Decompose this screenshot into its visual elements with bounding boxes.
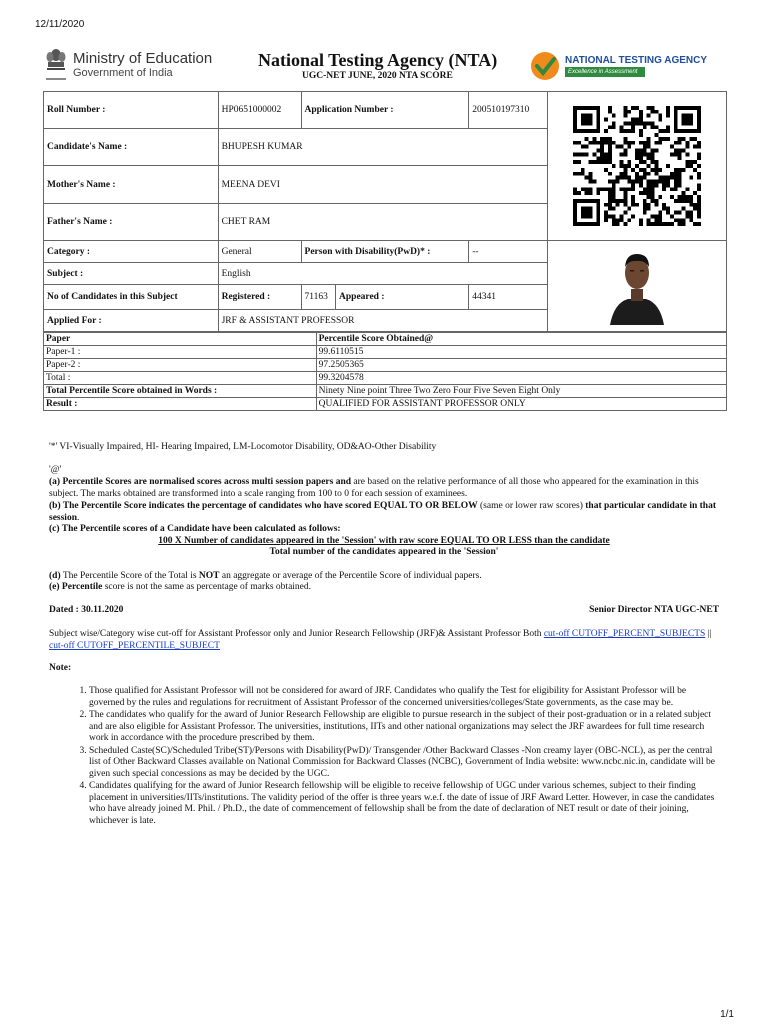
subject-value: English [218, 263, 548, 285]
signatory: Senior Director NTA UGC-NET [589, 605, 719, 615]
candidate-name-label: Candidate's Name : [44, 129, 219, 166]
note-item: 2. The candidates who qualify for the award of Junior Research Fellowship are eligible to pursue research in the subject of their post-graduation or in a related subject and are also eligible for Assistant Professor. The universities, institutions, IITs and other national organizations may select the JRF awardees for full time research work in accordance with the procedure prescribed by them. [89, 710, 719, 745]
roll-number-label: Roll Number : [44, 92, 219, 129]
note-e-prefix: (e) Percentile [49, 582, 103, 592]
cutoff-description: Subject wise/Category wise cut-off for Assistant Professor only and Junior Research Fellowship (JRF)& Assistant Professor Both [49, 629, 544, 639]
paper2-label: Paper-2 : [44, 359, 317, 372]
formula-numerator: 100 X Number of candidates appeared in the 'Session' with raw score EQUAL TO OR LESS than the candidate [158, 536, 610, 546]
cutoff-text [49, 629, 719, 652]
print-date: 12/11/2020 [35, 19, 85, 30]
paper1-label: Paper-1 : [44, 346, 317, 359]
paper-header: Paper [44, 333, 317, 346]
pwd-label: Person with Disability(PwD)* : [301, 241, 469, 263]
result-value: QUALIFIED FOR ASSISTANT PROFESSOR ONLY [316, 398, 726, 411]
total-label: Total : [44, 372, 317, 385]
mother-name-value: MEENA DEVI [218, 166, 548, 204]
pwd-footnote: '*' VI-Visually Impaired, HI- Hearing Impaired, LM-Locomotor Disability, OD&AO-Other Disability [49, 442, 437, 452]
qr-cell [548, 92, 727, 241]
score-words-label: Total Percentile Score obtained in Words : [44, 385, 317, 398]
nta-logo-name: NATIONAL TESTING AGENCY [565, 55, 708, 66]
national-emblem-icon [44, 46, 68, 86]
note-d [49, 571, 719, 583]
dated: Dated : 30.11.2020 [49, 605, 124, 615]
appeared-label: Appeared : [339, 292, 385, 302]
qr-code-icon [573, 106, 701, 226]
category-value: General [218, 241, 301, 263]
note-item: 4. Candidates qualifying for the award of Junior Research fellowship will be eligible to receive fellowship of UGC under various schemes, subject to their finding placement in universities/IITs/institutions. The validity period of the offer is three years w.e.f. the date of issue of JRF Award Letter. However, in case the candidates who have already joined M. Phil. / Ph.D., the date of commencement of fellowship shall be from the date of declaration of NET result or date of their joining, whichever is late. [89, 781, 719, 827]
pwd-value: -- [469, 241, 548, 263]
total-score: 99.3204578 [316, 372, 726, 385]
paper2-score: 97.2505365 [316, 359, 726, 372]
score-table [43, 332, 727, 411]
note-e-text: score is not the same as percentage of marks obtained. [102, 582, 312, 592]
note-d-not: NOT [198, 571, 220, 581]
mother-name-label: Mother's Name : [44, 166, 219, 204]
note-d-rest: an aggregate or average of the Percentile Score of individual papers. [219, 571, 482, 581]
note-b [49, 501, 719, 524]
applied-for-value: JRF & ASSISTANT PROFESSOR [218, 310, 548, 332]
note-b-mid: (same or lower raw scores) [477, 501, 586, 511]
application-number-value: 200510197310 [469, 92, 548, 129]
photo-cell [548, 241, 727, 332]
candidate-photo [606, 245, 668, 325]
note-d-prefix: (d) [49, 571, 61, 581]
appeared-value: 44341 [469, 285, 548, 310]
cutoff-separator: || [705, 629, 712, 639]
note-heading: Note: [49, 663, 72, 673]
note-b-bold2: that particular candidate in that session [49, 501, 716, 523]
ministry-title: Ministry of Education [73, 50, 213, 67]
note-a-bold: (a) Percentile Scores are normalised scores across multi session papers and [49, 477, 352, 487]
note-a-text: are based on the relative performance of all those who appeared for the examination in this subject. The marks obtained are transformed into a scale ranging from 100 to 0 for each session of examinees. [49, 477, 699, 499]
candidate-name-value: BHUPESH KUMAR [218, 129, 548, 166]
registered-appeared-cell [301, 285, 469, 310]
note-item: 1. Those qualified for Assistant Professor will not be considered for award of JRF. Candidates who qualify the Test for eligibility for Assistant Professor will be governed by the rules and regulations for recruitment of Assistant Professor of the concerned universities/colleges/State governments, as the case may be. [89, 686, 719, 709]
registered-label: Registered : [218, 285, 301, 310]
father-name-label: Father's Name : [44, 204, 219, 241]
note-c: (c) The Percentile scores of a Candidate have been calculated as follows: [49, 524, 341, 534]
note-e [49, 582, 719, 594]
father-name-value: CHET RAM [218, 204, 548, 241]
category-label: Category : [44, 241, 219, 263]
note-a [49, 477, 719, 500]
applied-for-label: Applied For : [44, 310, 219, 332]
note-b-end: . [76, 512, 80, 523]
score-words-value: Ninety Nine point Three Two Zero Four Five Seven Eight Only [316, 385, 726, 398]
cutoff-percentile-link[interactable]: cut-off CUTOFF_PERCENTILE_SUBJECT [49, 640, 220, 651]
subject-label: Subject : [44, 263, 219, 285]
result-label: Result : [44, 398, 317, 411]
page-number: 1/1 [720, 1009, 734, 1020]
roll-number-value: HP0651000002 [218, 92, 301, 129]
agency-title: National Testing Agency (NTA) [258, 50, 498, 70]
notes-list [89, 686, 719, 828]
application-number-label: Application Number : [301, 92, 469, 129]
ministry-subtitle: Government of India [73, 67, 173, 79]
registered-value: 71163 [302, 285, 336, 309]
cutoff-percent-link[interactable]: cut-off CUTOFF_PERCENT_SUBJECTS [543, 629, 706, 639]
percentile-footnote-marker: '@' [49, 465, 62, 475]
score-header: Percentile Score Obtained@ [316, 333, 726, 346]
candidate-count-label: No of Candidates in this Subject [44, 285, 219, 310]
exam-title: UGC-NET JUNE, 2020 NTA SCORE [302, 71, 453, 81]
note-b-bold: (b) The Percentile Score indicates the percentage of candidates who have scored EQUAL TO OR BELOW [49, 501, 478, 511]
candidate-details-table [43, 91, 727, 332]
note-item: 3. Scheduled Caste(SC)/Scheduled Tribe(ST)/Persons with Disability(PwD)/ Transgender /Other Backward Classes -Non creamy layer (OBC-NCL), as per the central list of Other Backward Classes available on National Commission for Backward Classes (NCBC), Government of India website: www.ncbc.nic.in, candidate will be given such special concessions as may be decided by the UGC. [89, 746, 719, 781]
formula-denominator: Total number of the candidates appeared in the 'Session' [269, 547, 499, 557]
note-d-text: The Percentile Score of the Total is [60, 571, 199, 581]
paper1-score: 99.6110515 [316, 346, 726, 359]
nta-logo-tagline: Excellence in Assessment [565, 67, 645, 77]
nta-logo-icon [530, 51, 560, 81]
